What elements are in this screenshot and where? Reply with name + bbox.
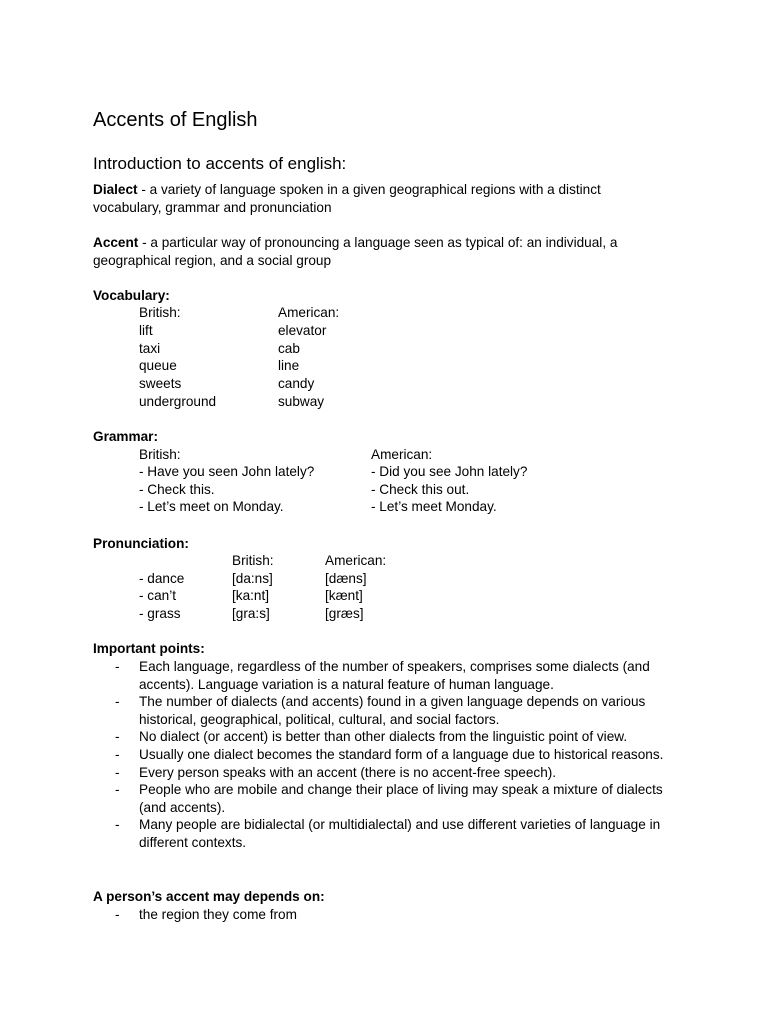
pronunciation-heading: Pronunciation: (93, 536, 189, 551)
vocab-british-cell: queue (139, 358, 177, 373)
list-item (93, 728, 683, 746)
vocabulary-col-american: American: (278, 305, 340, 320)
vocabulary-col-british: British: (139, 305, 181, 320)
vocab-american-cell: cab (278, 341, 300, 356)
vocab-british-cell: sweets (139, 376, 182, 391)
pronunciation-british-cell: [gra:s] (232, 606, 270, 621)
list-item-text: the region they come from (139, 907, 297, 922)
grammar-col-british: British: (139, 447, 181, 462)
bullet-dash: - (115, 746, 120, 762)
dialect-term: Dialect (93, 182, 138, 197)
pronunciation-word-cell: - grass (139, 606, 181, 621)
dialect-text: - a variety of language spoken in a given geographical regions with a distinct vocabulary, grammar and pronunciation (93, 182, 601, 215)
grammar-american-cell: - Let’s meet Monday. (371, 499, 497, 514)
grammar-american-cell: - Did you see John lately? (371, 464, 528, 479)
grammar-british-cell: - Let’s meet on Monday. (139, 499, 284, 514)
accent-text: - a particular way of pronouncing a language seen as typical of: an individual, a geographical region, and a social group (93, 235, 618, 268)
pronunciation-american-cell: [græs] (325, 606, 364, 621)
intro-heading: Introduction to accents of english: (93, 154, 347, 173)
list-item-text: People who are mobile and change their place of living may speak a mixture of dialects (and accents). (139, 782, 663, 815)
list-item (93, 693, 683, 728)
vocab-british-cell: lift (139, 323, 153, 338)
list-item-text: Every person speaks with an accent (there is no accent-free speech). (139, 764, 557, 780)
list-item (93, 816, 683, 851)
accent-depends-heading: A person’s accent may depends on: (93, 889, 325, 904)
list-item (93, 906, 683, 924)
pronunciation-col-british: British: (232, 553, 274, 568)
pronunciation-american-cell: [kænt] (325, 588, 363, 603)
vocab-american-cell: elevator (278, 323, 327, 338)
bullet-dash: - (115, 782, 120, 798)
bullet-dash: - (115, 817, 120, 833)
important-points-list (93, 658, 683, 852)
vocab-british-cell: taxi (139, 341, 161, 356)
list-item-text: Usually one dialect becomes the standard form of a language due to historical reasons. (139, 746, 664, 762)
list-item (93, 764, 683, 782)
vocabulary-heading: Vocabulary: (93, 288, 170, 303)
grammar-american-cell: - Check this out. (371, 482, 470, 497)
accent-term: Accent (93, 235, 139, 250)
grammar-british-cell: - Check this. (139, 482, 215, 497)
vocab-british-cell: underground (139, 394, 217, 409)
pronunciation-word-cell: - dance (139, 571, 185, 586)
grammar-heading: Grammar: (93, 429, 158, 444)
grammar-british-cell: - Have you seen John lately? (139, 464, 315, 479)
important-points-heading: Important points: (93, 641, 205, 656)
bullet-dash: - (115, 764, 120, 780)
bullet-dash: - (115, 659, 120, 674)
pronunciation-american-cell: [dæns] (325, 571, 367, 586)
document-title: Accents of English (93, 109, 258, 131)
list-item-text: Many people are bidialectal (or multidialectal) and use different varieties of language in different contexts. (139, 817, 661, 850)
pronunciation-british-cell: [da:ns] (232, 571, 273, 586)
bullet-dash: - (115, 729, 120, 745)
list-item-text: The number of dialects (and accents) found in a given language depends on various historical, geographical, political, cultural, and social factors. (139, 694, 646, 727)
pronunciation-british-cell: [ka:nt] (232, 588, 270, 603)
vocab-american-cell: subway (278, 394, 325, 409)
pronunciation-word-cell: - can’t (139, 588, 177, 603)
accent-depends-list (93, 906, 683, 924)
list-item-text: Each language, regardless of the number of speakers, comprises some dialects (and accents). Language variation is a natural feature of human language. (139, 659, 650, 692)
bullet-dash: - (115, 907, 120, 922)
list-item-text: No dialect (or accent) is better than other dialects from the linguistic point of view. (139, 729, 628, 745)
grammar-col-american: American: (371, 447, 433, 462)
list-item (93, 781, 683, 816)
pronunciation-col-american: American: (325, 553, 387, 568)
dialect-definition (93, 181, 673, 217)
vocab-american-cell: candy (278, 376, 315, 391)
list-item (93, 658, 683, 693)
bullet-dash: - (115, 694, 120, 710)
accent-definition (93, 234, 673, 270)
list-item (93, 746, 683, 764)
vocab-american-cell: line (278, 358, 300, 373)
